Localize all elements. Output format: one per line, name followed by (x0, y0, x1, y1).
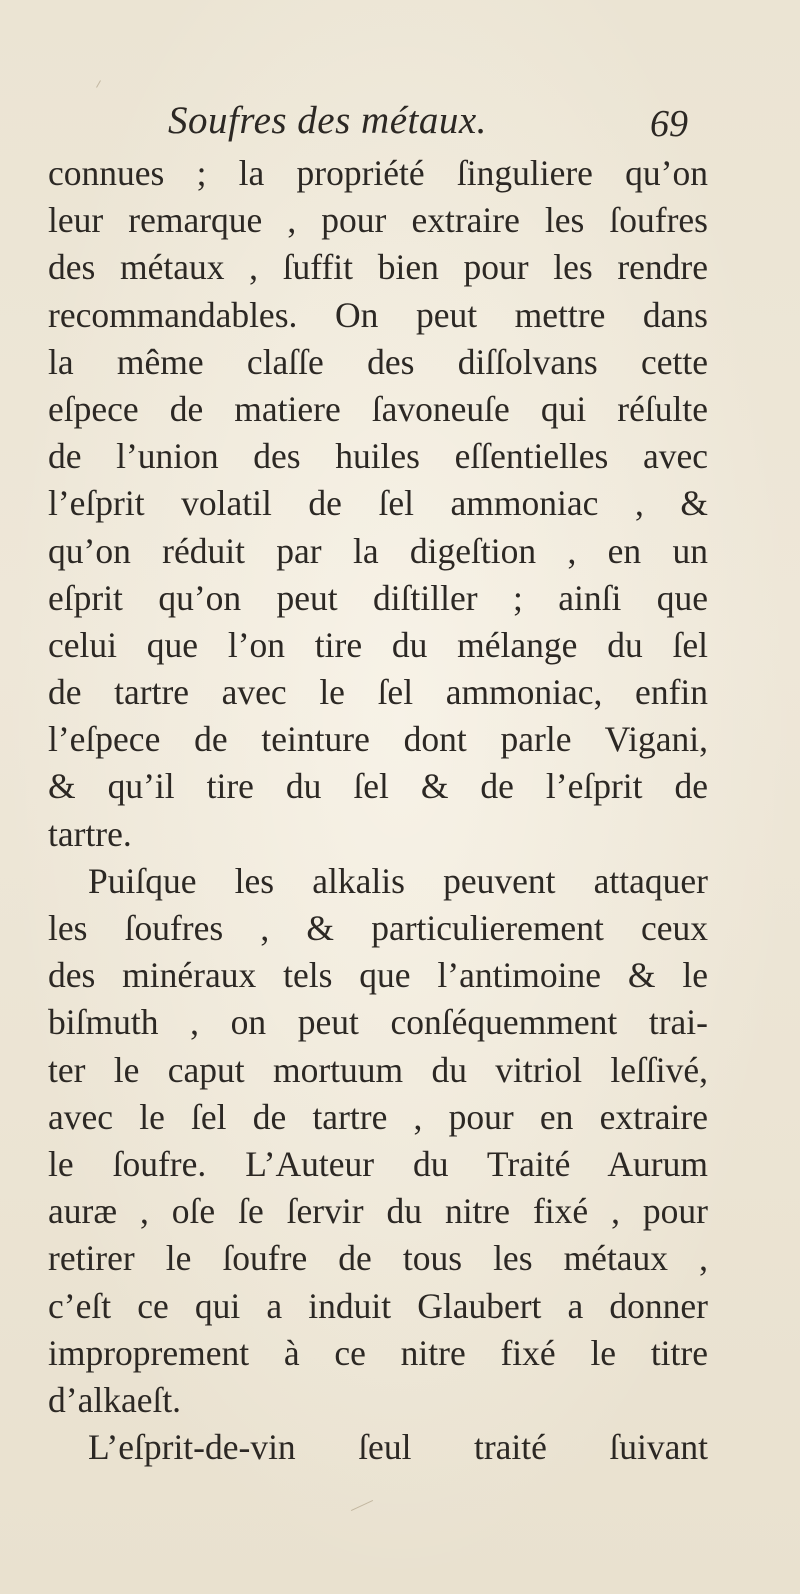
text-line: eſprit qu’on peut diſtiller ; ainſi que (48, 577, 708, 618)
text-line: des minéraux tels que l’antimoine & le (48, 955, 708, 996)
paper-speck (351, 1500, 373, 1511)
text-line: l’eſpece de teinture dont parle Vigani, (48, 719, 708, 760)
text-line: recommandables. On peut mettre dans (48, 294, 708, 335)
text-line: avec le ſel de tartre , pour en extraire (48, 1096, 708, 1137)
text-line: les ſoufres , & particulierement ceux (48, 908, 708, 948)
text-line: leur remarque , pour extraire les ſoufres (48, 200, 708, 241)
text-line: qu’on réduit par la digeſtion , en un (48, 530, 708, 571)
text-line: biſmuth , on peut conſéquemment trai- (48, 1002, 708, 1043)
text-line: de tartre avec le ſel ammoniac, enfin (48, 672, 708, 713)
text-line: retirer le ſoufre de tous les métaux , (48, 1238, 708, 1279)
body-text (48, 150, 708, 1471)
text-line: connues ; la propriété ſinguliere qu’on (48, 153, 708, 193)
text-line: tartre. (48, 813, 132, 854)
text-line: la même claſſe des diſſolvans cette (48, 341, 708, 382)
text-line: d’alkaeſt. (48, 1379, 182, 1420)
text-line: de l’union des huiles eſſentielles avec (48, 436, 708, 477)
paper-speck (96, 80, 101, 87)
text-line: improprement à ce nitre fixé le titre (48, 1332, 708, 1373)
text-line: L’eſprit-de-vin ſeul traité ſuivant (88, 1427, 708, 1468)
text-line: auræ , oſe ſe ſervir du nitre fixé , pour (48, 1191, 708, 1232)
text-line: ter le caput mortuum du vitriol leſſivé, (48, 1049, 708, 1090)
text-line: c’eſt ce qui a induit Glaubert a donner (48, 1285, 708, 1326)
page-number: 69 (650, 103, 688, 145)
text-line: Puiſque les alkalis peuvent attaquer (88, 860, 708, 901)
text-line: celui que l’on tire du mélange du ſel (48, 624, 708, 665)
text-line: des métaux , ſuffit bien pour les rendre (48, 247, 708, 288)
running-head: Soufres des métaux. (168, 99, 487, 142)
text-line: l’eſprit volatil de ſel ammoniac , & (48, 483, 708, 524)
text-line: le ſoufre. L’Auteur du Traité Aurum (48, 1143, 708, 1184)
text-line: eſpece de matiere ſavoneuſe qui réſulte (48, 388, 708, 429)
text-line: & qu’il tire du ſel & de l’eſprit de (48, 766, 708, 807)
page-header (168, 98, 688, 154)
